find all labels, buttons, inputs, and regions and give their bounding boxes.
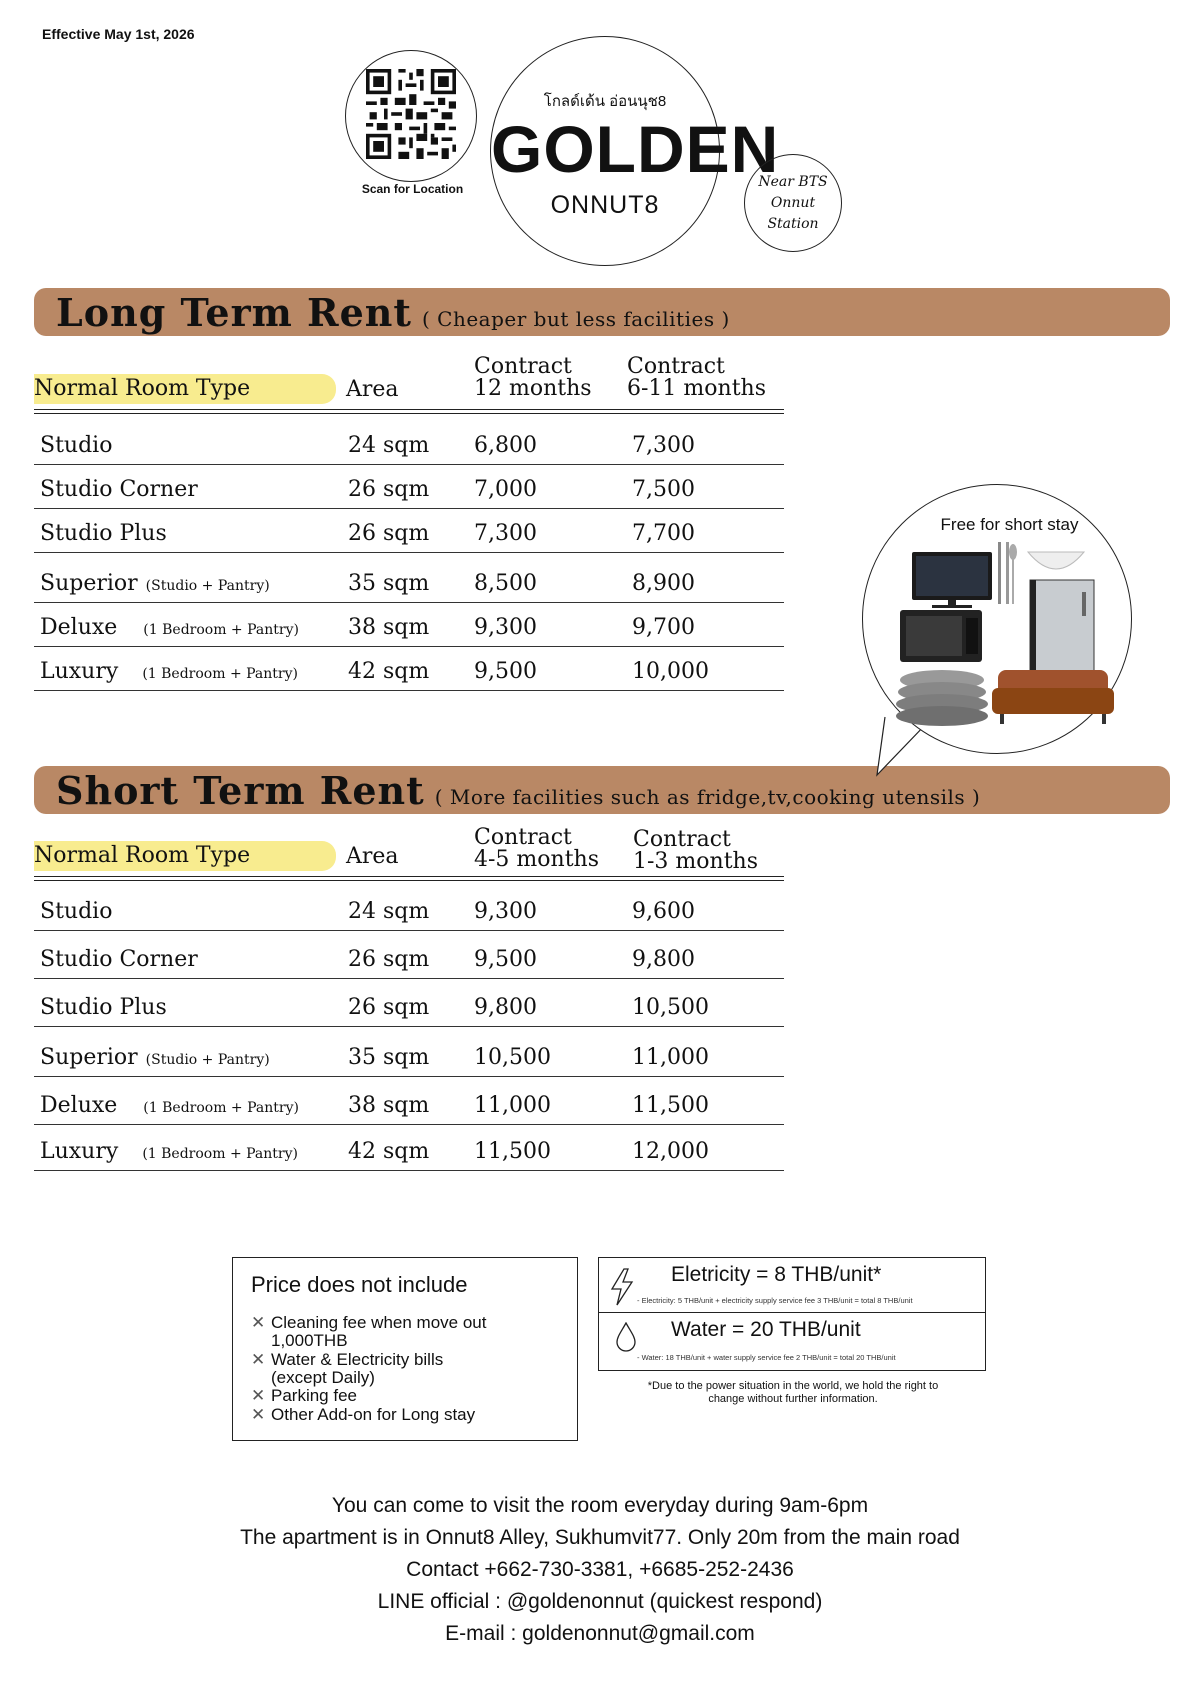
room-name-text: Luxury xyxy=(40,1139,119,1164)
price-contract-2 xyxy=(632,571,695,596)
room-area-text: 26 sqm xyxy=(348,947,430,972)
price-contract-2-text: 7,500 xyxy=(632,477,695,502)
bubble-title: Free for short stay xyxy=(940,515,1079,534)
price-contract-1 xyxy=(474,521,537,546)
price-contract-2-text: 8,900 xyxy=(632,571,695,596)
room-area-text: 26 sqm xyxy=(348,995,430,1020)
exclusion-item: ✕ Water & Electricity bills (except Daily) xyxy=(251,1350,444,1387)
price-contract-2-text: 9,800 xyxy=(632,947,695,972)
bts-line-1: Near BTS xyxy=(758,173,828,190)
price-contract-2 xyxy=(632,433,695,458)
price-contract-2 xyxy=(632,477,695,502)
long-term-subtitle: ( Cheaper but less facilities ) xyxy=(421,307,730,331)
exclusions-box xyxy=(232,1257,578,1441)
price-contract-2 xyxy=(632,1093,709,1118)
bts-line-2: Onnut Station xyxy=(767,194,819,232)
price-contract-2-text: 10,500 xyxy=(632,995,709,1020)
long-term-title: Long Term Rent ( Cheaper but less facilities ) xyxy=(56,290,730,335)
price-contract-1-text: 11,000 xyxy=(474,1093,551,1118)
room-area-text: 42 sqm xyxy=(348,659,430,684)
short-term-header-area: Area xyxy=(346,844,399,869)
electricity-note: - Electricity: 5 THB/unit + electricity supply service fee 3 THB/unit = total 8 THB/unit xyxy=(637,1296,913,1305)
room-note: (Studio + Pantry) xyxy=(145,1052,270,1068)
long-term-header-area: Area xyxy=(346,377,399,402)
table-row xyxy=(34,1126,784,1171)
microwave-icon xyxy=(900,610,982,662)
short-term-header-room-type: Normal Room Type xyxy=(34,841,336,871)
room-name-text: Studio Plus xyxy=(40,521,167,546)
price-contract-2 xyxy=(632,521,695,546)
qr-code[interactable] xyxy=(345,50,477,182)
price-contract-2-text: 11,000 xyxy=(632,1045,709,1070)
room-name-text: Studio xyxy=(40,899,113,924)
table-row xyxy=(34,886,784,931)
table-row xyxy=(34,602,784,647)
price-contract-2-text: 7,300 xyxy=(632,433,695,458)
exclusion-item: ✕ Other Add-on for Long stay xyxy=(251,1405,476,1424)
room-name xyxy=(40,947,198,972)
pillows-icon xyxy=(896,670,988,726)
price-contract-2-text: 12,000 xyxy=(632,1139,709,1164)
room-name xyxy=(40,1139,298,1164)
room-area xyxy=(348,521,429,546)
price-contract-1 xyxy=(474,1045,551,1070)
exclusion-item: ✕ Cleaning fee when move out 1,000THB xyxy=(251,1313,487,1350)
table-row xyxy=(34,982,784,1027)
table-row xyxy=(34,646,784,691)
room-note: (Studio + Pantry) xyxy=(145,578,270,594)
price-contract-2 xyxy=(632,899,695,924)
short-term-header-contract-1: Contract 4-5 months xyxy=(474,825,599,872)
exclusions-title: Price does not include xyxy=(251,1272,468,1297)
price-contract-2-text: 9,600 xyxy=(632,899,695,924)
water-note: - Water: 18 THB/unit + water supply service fee 2 THB/unit = total 20 THB/unit xyxy=(637,1353,896,1362)
table-row xyxy=(34,464,784,509)
price-contract-2-text: 11,500 xyxy=(632,1093,709,1118)
price-contract-1-text: 7,300 xyxy=(474,521,537,546)
room-area-text: 24 sqm xyxy=(348,433,430,458)
fridge-icon xyxy=(1030,580,1094,680)
price-contract-1-text: 9,300 xyxy=(474,899,537,924)
price-contract-1-text: 9,500 xyxy=(474,659,537,684)
long-term-band xyxy=(34,288,1170,336)
qr-code-icon xyxy=(366,69,456,159)
table-row xyxy=(34,508,784,553)
room-area xyxy=(348,1139,429,1164)
room-area xyxy=(348,615,429,640)
short-term-subtitle: ( More facilities such as fridge,tv,cooking utensils ) xyxy=(434,785,981,809)
room-area xyxy=(348,899,429,924)
room-area xyxy=(348,947,429,972)
price-contract-1 xyxy=(474,995,537,1020)
footer-address: The apartment is in Onnut8 Alley, Sukhumvit77. Only 20m from the main road xyxy=(240,1526,960,1549)
footer-contact-phone[interactable]: Contact +662-730-3381, +6685-252-2436 xyxy=(406,1558,794,1581)
effective-date: Effective May 1st, 2026 xyxy=(42,26,195,42)
utilities-divider xyxy=(599,1312,985,1313)
room-name-text: Studio xyxy=(40,433,113,458)
bowl-icon xyxy=(1028,552,1084,569)
room-area xyxy=(348,659,429,684)
room-name-text: Luxury xyxy=(40,659,119,684)
price-contract-1-text: 7,000 xyxy=(474,477,537,502)
electricity-rate: Eletricity = 8 THB/unit* xyxy=(671,1263,882,1286)
room-name-text: Superior xyxy=(40,1045,138,1070)
utilities-footnote: *Due to the power situation in the world, we hold the right to change without further information. xyxy=(647,1380,939,1405)
water-drop-icon xyxy=(615,1322,637,1352)
golden-logo xyxy=(490,36,780,266)
room-name xyxy=(40,433,112,458)
price-contract-2 xyxy=(632,947,695,972)
room-note: (1 Bedroom + Pantry) xyxy=(143,1100,299,1116)
x-mark-icon: ✕ xyxy=(251,1386,266,1405)
footer-email[interactable]: E-mail : goldenonnut@gmail.com xyxy=(445,1622,755,1645)
long-term-header-contract-2: Contract 6-11 months xyxy=(627,354,766,401)
price-contract-1 xyxy=(474,1093,551,1118)
room-area-text: 26 sqm xyxy=(348,477,430,502)
price-contract-2 xyxy=(632,1139,709,1164)
room-name xyxy=(40,1045,270,1070)
room-area xyxy=(348,433,429,458)
table-row xyxy=(34,934,784,979)
room-area-text: 38 sqm xyxy=(348,1093,430,1118)
price-contract-1-text: 9,300 xyxy=(474,615,537,640)
room-area xyxy=(348,1045,429,1070)
price-contract-1 xyxy=(474,659,537,684)
room-name-text: Deluxe xyxy=(40,1093,118,1118)
room-area xyxy=(348,477,429,502)
room-note: (1 Bedroom + Pantry) xyxy=(142,666,298,682)
price-contract-2-text: 10,000 xyxy=(632,659,709,684)
qr-caption: Scan for Location xyxy=(361,182,464,196)
cutlery-icon xyxy=(998,542,1017,604)
room-name xyxy=(40,477,198,502)
logo-sub-text: ONNUT8 xyxy=(550,191,660,219)
table-row xyxy=(34,1032,784,1077)
room-area-text: 35 sqm xyxy=(348,571,430,596)
room-name xyxy=(40,521,167,546)
price-contract-1 xyxy=(474,571,537,596)
room-name-text: Studio Plus xyxy=(40,995,167,1020)
room-name-text: Studio Corner xyxy=(40,947,198,972)
short-term-title: Short Term Rent ( More facilities such as fridge,tv,cooking utensils ) xyxy=(56,768,981,813)
room-area-text: 24 sqm xyxy=(348,899,430,924)
x-mark-icon: ✕ xyxy=(251,1405,266,1424)
long-term-header-divider xyxy=(34,409,784,414)
long-term-header-room-type: Normal Room Type xyxy=(34,374,336,404)
free-items-illustration xyxy=(880,540,1120,736)
room-area-text: 38 sqm xyxy=(348,615,430,640)
room-area-text: 26 sqm xyxy=(348,521,430,546)
price-contract-2-text: 9,700 xyxy=(632,615,695,640)
price-contract-1 xyxy=(474,477,537,502)
room-note: (1 Bedroom + Pantry) xyxy=(142,1146,298,1162)
price-contract-1-text: 9,500 xyxy=(474,947,537,972)
price-contract-2 xyxy=(632,659,709,684)
price-contract-1 xyxy=(474,899,537,924)
room-name-text: Superior xyxy=(40,571,138,596)
room-name xyxy=(40,571,270,596)
price-contract-1 xyxy=(474,615,537,640)
room-area xyxy=(348,1093,429,1118)
price-contract-1-text: 6,800 xyxy=(474,433,537,458)
logo-thai-text: โกลด์เด้น อ่อนนุช8 xyxy=(543,93,667,110)
room-name xyxy=(40,995,167,1020)
price-contract-2 xyxy=(632,995,709,1020)
price-contract-1 xyxy=(474,433,537,458)
lightning-icon xyxy=(609,1268,635,1306)
x-mark-icon: ✕ xyxy=(251,1350,266,1369)
price-contract-1-text: 11,500 xyxy=(474,1139,551,1164)
room-name xyxy=(40,615,299,640)
table-row xyxy=(34,558,784,603)
room-area xyxy=(348,571,429,596)
short-term-band xyxy=(34,766,1170,814)
bts-badge xyxy=(744,154,842,252)
price-contract-2 xyxy=(632,615,695,640)
room-area-text: 35 sqm xyxy=(348,1045,430,1070)
room-name-text: Deluxe xyxy=(40,615,118,640)
room-area xyxy=(348,995,429,1020)
footer-visit-hours: You can come to visit the room everyday during 9am-6pm xyxy=(331,1494,869,1517)
price-contract-2-text: 7,700 xyxy=(632,521,695,546)
table-row xyxy=(34,1080,784,1125)
price-contract-1-text: 10,500 xyxy=(474,1045,551,1070)
sofa-icon xyxy=(992,670,1114,724)
short-term-header-contract-2: Contract 1-3 months xyxy=(633,827,758,874)
room-name xyxy=(40,899,112,924)
logo-main-text: GOLDEN xyxy=(491,112,780,186)
tv-icon xyxy=(912,552,992,608)
room-note: (1 Bedroom + Pantry) xyxy=(143,622,299,638)
price-contract-1 xyxy=(474,947,537,972)
x-mark-icon: ✕ xyxy=(251,1313,266,1332)
price-contract-1-text: 8,500 xyxy=(474,571,537,596)
table-row xyxy=(34,420,784,465)
short-term-header-divider xyxy=(34,876,784,881)
room-name xyxy=(40,659,298,684)
exclusion-item: ✕ Parking fee xyxy=(251,1386,357,1405)
room-name xyxy=(40,1093,299,1118)
water-rate: Water = 20 THB/unit xyxy=(671,1318,861,1341)
price-contract-1-text: 9,800 xyxy=(474,995,537,1020)
footer-line-official[interactable]: LINE official : @goldenonnut (quickest respond) xyxy=(377,1590,823,1613)
price-contract-1 xyxy=(474,1139,551,1164)
price-contract-2 xyxy=(632,1045,709,1070)
long-term-header-contract-1: Contract 12 months xyxy=(474,354,592,401)
room-name-text: Studio Corner xyxy=(40,477,198,502)
utilities-box xyxy=(598,1257,986,1371)
room-area-text: 42 sqm xyxy=(348,1139,430,1164)
